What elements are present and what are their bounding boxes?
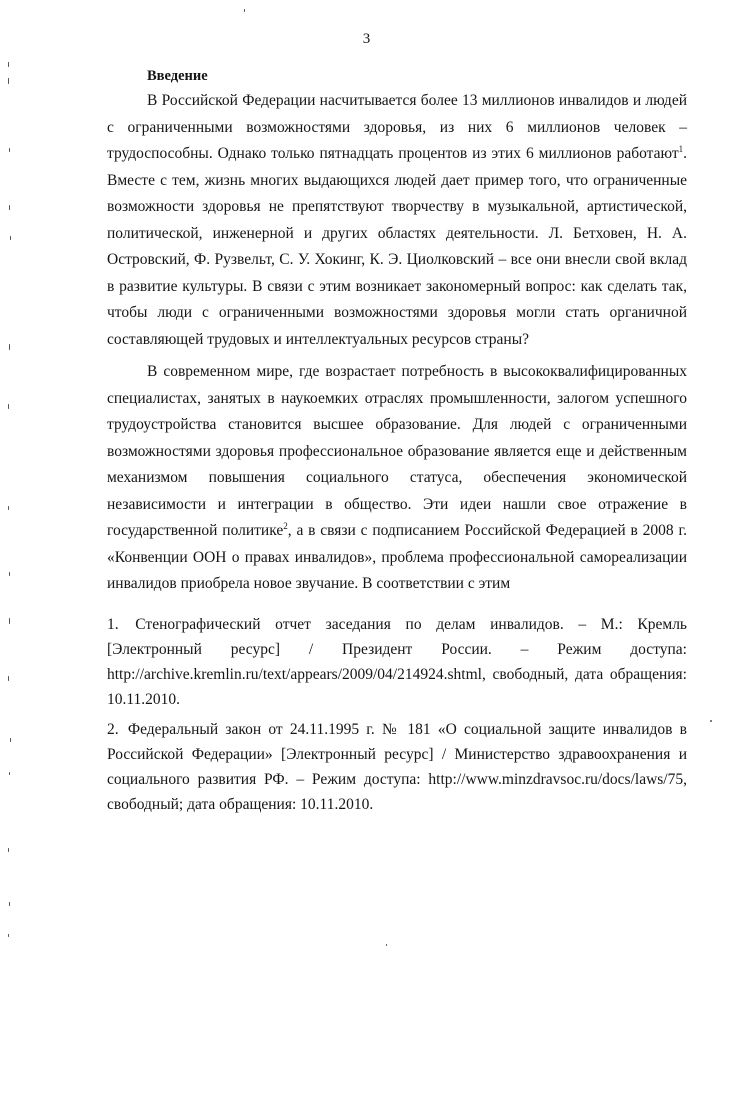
- scan-speck: [710, 720, 712, 722]
- scan-speck: [9, 205, 10, 210]
- scan-speck: [9, 902, 10, 906]
- paragraph-2-text-a: В современном мире, где возрастает потребность в высококвалифицированных специалистах, занятых в наукоемких отраслях промышленности, залогом успешного трудоустройства становится высшее образование. Для людей с ограниченными возможностями здоровья профессиональное образование является еще и действенным механизмом повышения социального статуса, обеспечения экономической независимости и интеграции в общество. Эти идеи нашли свое отражение в государственной политике: [107, 363, 687, 539]
- scan-speck: [8, 62, 9, 67]
- scan-speck: [9, 344, 10, 350]
- scan-speck: [8, 934, 9, 937]
- footnote-2-number: 2.: [107, 720, 119, 738]
- footnote-1-text: Стенографический отчет заседания по делам инвалидов. – М.: Кремль [Электронный ресурс] / Президент России. – Режим доступа: http://archive.kremlin.ru/text/appears/2009/04/214924.shtml, свободный, дата обращения: 10.11.2010.: [107, 615, 687, 708]
- scan-speck: [9, 148, 10, 152]
- scan-speck: [8, 676, 9, 681]
- scan-speck: [9, 772, 10, 775]
- scan-speck: [244, 9, 245, 12]
- footnote-ref-1: 1: [678, 143, 684, 154]
- footnote-1-number: 1.: [107, 615, 119, 633]
- scan-speck: [10, 738, 11, 742]
- footnotes: [107, 612, 687, 817]
- paragraph-1-text-b: . Вместе с тем, жизнь многих выдающихся людей дает пример того, что ограниченные возможности здоровья не препятствуют творчеству в музыкальной, артистической, политической, инженерной и других областях деятельности. Л. Бетховен, Н. А. Островский, Ф. Рузвельт, С. У. Хокинг, К. Э. Циолковский – все они внесли свой вклад в развитие культуры. В связи с этим возникает закономерный вопрос: как сделать так, чтобы люди с ограниченными возможностями здоровья могли стать органичной составляющей трудовых и интеллектуальных ресурсов страны?: [107, 145, 687, 348]
- footnote-1: [107, 612, 687, 712]
- paragraph-2-text-b: , а в связи с подписанием Российской Федерацией в 2008 г. «Конвенции ООН о правах инвалидов», проблема профессиональной самореализации инвалидов приобрела новое звучание. В соответствии с этим: [107, 522, 687, 592]
- section-heading: Введение: [147, 68, 208, 84]
- footnote-2-text: Федеральный закон от 24.11.1995 г. № 181 «О социальной защите инвалидов в Российской Федерации» [Электронный ресурс] / Министерство здравоохранения и социального развития РФ. – Режим доступа: http://www.minzdravsoc.ru/docs/laws/75, свободный; дата обращения: 10.11.2010.: [107, 720, 687, 813]
- scan-speck: [8, 506, 9, 510]
- paragraph-2: [107, 359, 687, 598]
- page-content: [107, 66, 687, 822]
- scan-speck: [8, 78, 9, 84]
- scan-speck: [8, 848, 9, 852]
- footnote-2: [107, 717, 687, 817]
- page-number: 3: [362, 31, 371, 47]
- scan-speck: [8, 404, 9, 409]
- scan-speck: [386, 944, 387, 946]
- scan-speck: [9, 618, 10, 624]
- footnote-ref-2: 2: [283, 520, 288, 531]
- paragraph-1: [107, 88, 687, 353]
- scan-speck: [10, 236, 11, 240]
- paragraph-1-text-a: В Российской Федерации насчитывается более 13 миллионов инвалидов и людей с ограниченными возможностями здоровья, из них 6 миллионов человек – трудоспособны. Однако только пятнадцать процентов из этих 6 миллионов работают: [107, 92, 687, 162]
- scan-speck: [9, 572, 10, 576]
